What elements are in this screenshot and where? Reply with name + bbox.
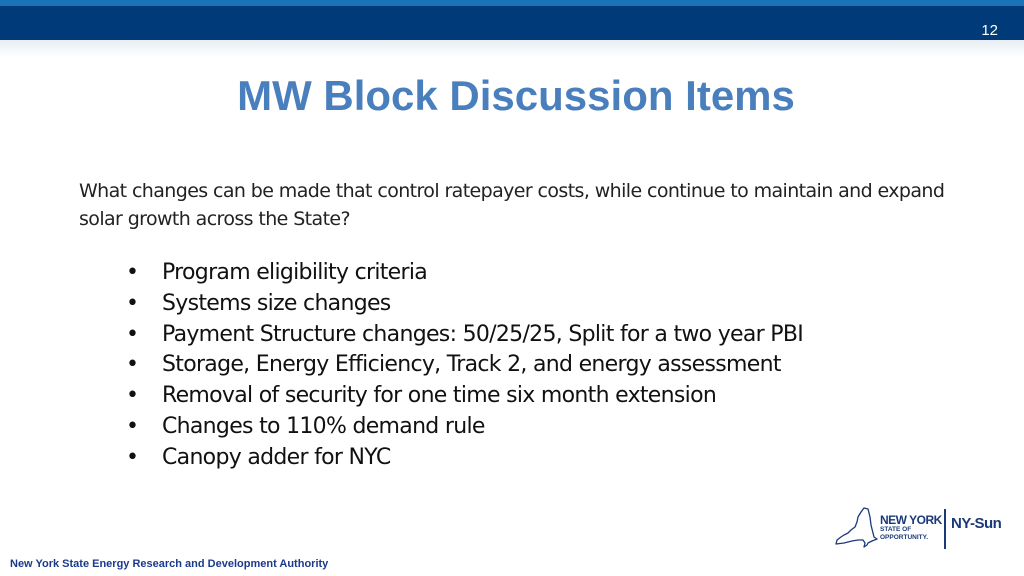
list-item <box>126 412 803 443</box>
new-york-state-wordmark <box>880 514 942 542</box>
list-item <box>126 350 803 381</box>
discussion-items-list <box>126 258 803 474</box>
list-item <box>126 258 803 289</box>
header-shadow <box>0 40 1024 58</box>
list-item-text: Storage, Energy Efficiency, Track 2, and energy assessment <box>162 352 781 378</box>
list-item <box>126 381 803 412</box>
list-item <box>126 443 803 474</box>
slide-number: 12 <box>981 22 998 39</box>
list-item-text: Program eligibility criteria <box>162 260 428 285</box>
bullet-icon: • <box>126 321 139 347</box>
bullet-icon: • <box>126 260 139 285</box>
logo-line: OPPORTUNITY. <box>880 534 929 541</box>
slide-title: MW Block Discussion Items <box>237 72 795 119</box>
bullet-icon: • <box>126 290 139 316</box>
ny-sun-logo <box>834 505 1014 550</box>
list-item-text: Systems size changes <box>162 290 391 316</box>
ny-sun-wordmark: NY-Sun <box>951 515 1002 532</box>
list-item <box>126 289 803 320</box>
footer-organization: New York State Energy Research and Development Authority <box>10 558 329 570</box>
logo-line: STATE OF <box>880 526 912 533</box>
bullet-icon: • <box>126 413 139 439</box>
bullet-icon: • <box>126 383 139 409</box>
list-item-text: Removal of security for one time six month extension <box>162 383 717 409</box>
list-item-text: Canopy adder for NYC <box>162 444 391 470</box>
list-item-text: Payment Structure changes: 50/25/25, Split for a two year PBI <box>162 321 804 347</box>
bullet-icon: • <box>126 352 139 378</box>
list-item <box>126 320 803 351</box>
logo-line: NEW YORK <box>880 513 942 527</box>
bullet-icon: • <box>126 444 139 470</box>
list-item-text: Changes to 110% demand rule <box>162 413 485 439</box>
intro-question: What changes can be made that control ratepayer costs, while continue to maintain and expand solar growth across the State? <box>79 180 945 230</box>
logo-divider <box>944 509 946 549</box>
header-bar <box>0 0 1024 40</box>
new-york-state-map-icon <box>834 507 878 549</box>
